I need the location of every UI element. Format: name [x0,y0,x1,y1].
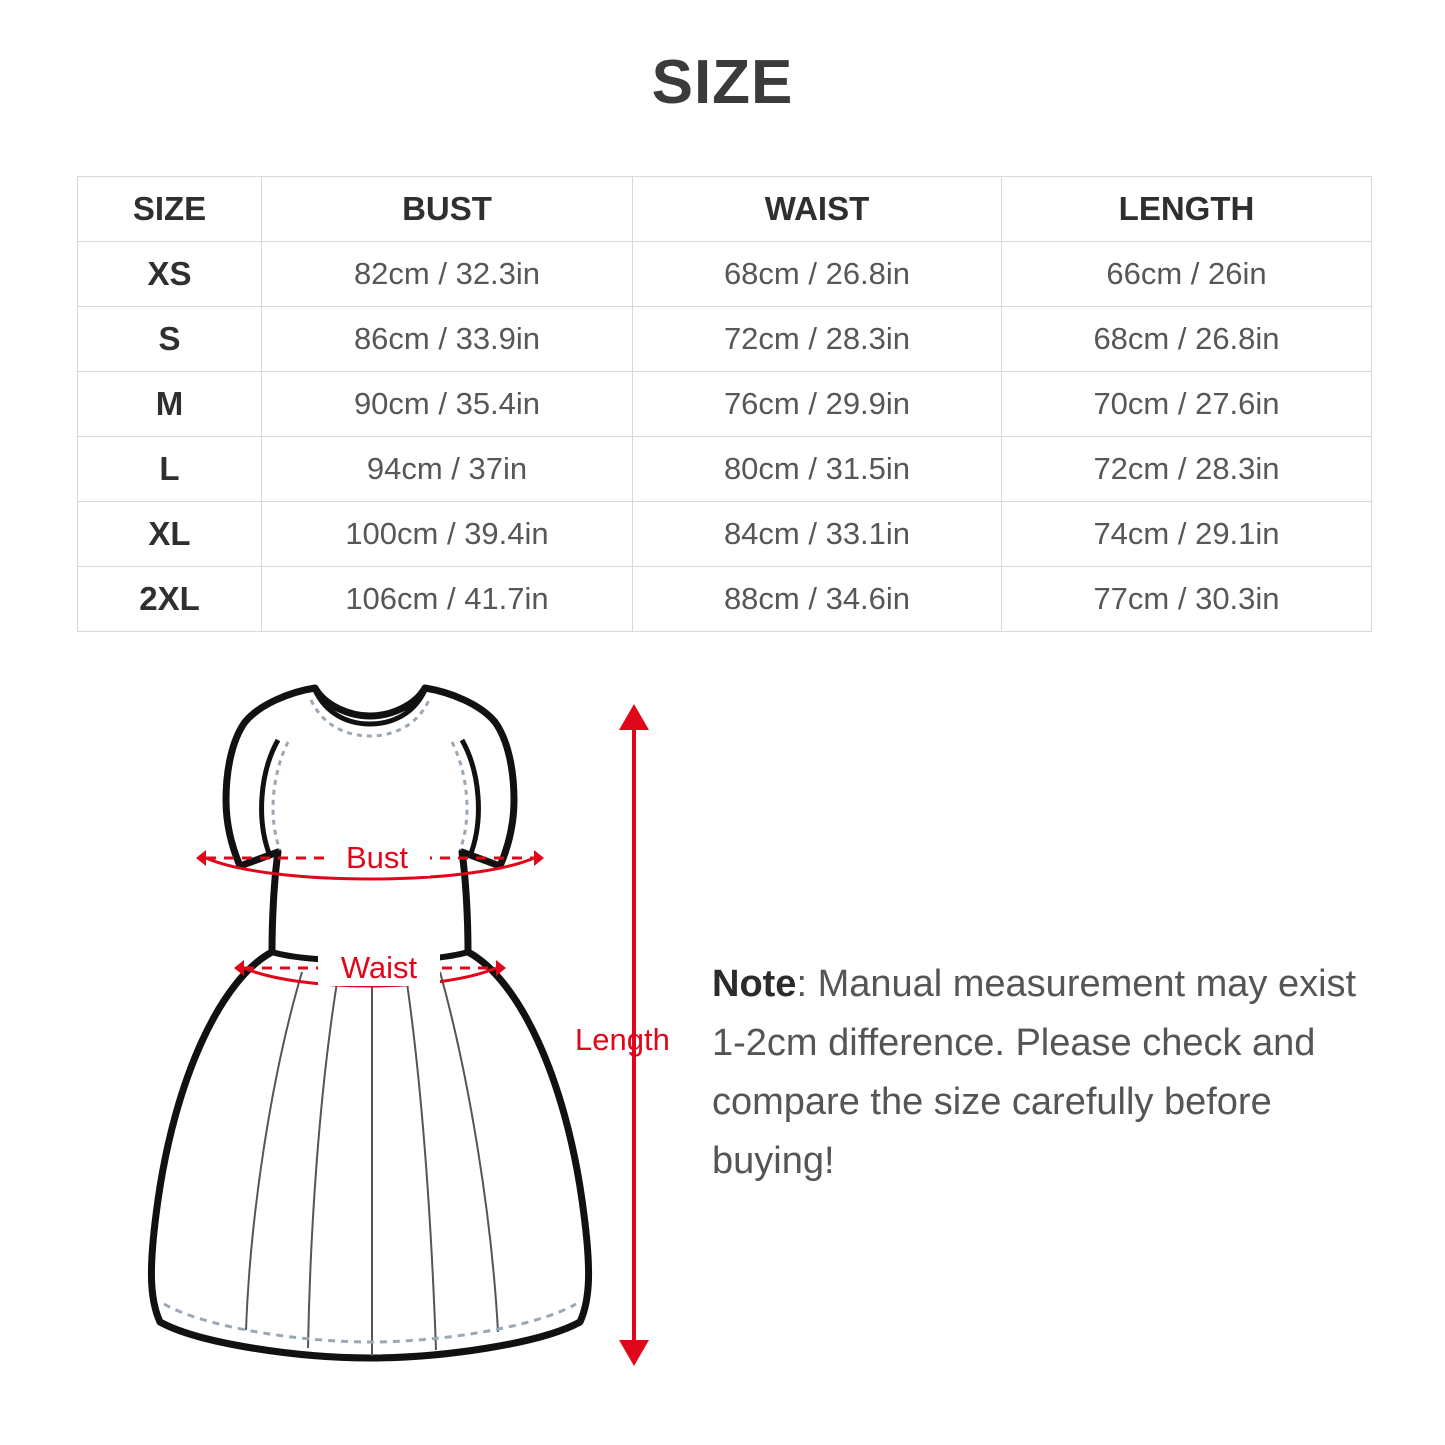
column-header-waist: WAIST [633,177,1002,242]
cell-length: 70cm / 27.6in [1002,372,1372,437]
cell-waist: 76cm / 29.9in [633,372,1002,437]
table-row [78,242,1372,307]
table-row [78,437,1372,502]
cell-size: L [78,437,262,502]
cell-bust: 100cm / 39.4in [262,502,633,567]
table-row [78,502,1372,567]
cell-waist: 80cm / 31.5in [633,437,1002,502]
dress-illustration [110,680,630,1380]
cell-bust: 94cm / 37in [262,437,633,502]
cell-bust: 86cm / 33.9in [262,307,633,372]
cell-waist: 84cm / 33.1in [633,502,1002,567]
waist-label: Waist [340,950,418,985]
cell-size: 2XL [78,567,262,632]
cell-bust: 90cm / 35.4in [262,372,633,437]
bust-label: Bust [345,840,409,875]
note-block [712,955,1372,1191]
cell-size: M [78,372,262,437]
table-header-row [78,177,1372,242]
cell-bust: 106cm / 41.7in [262,567,633,632]
cell-bust: 82cm / 32.3in [262,242,633,307]
note-label: Note [712,963,797,1005]
cell-length: 68cm / 26.8in [1002,307,1372,372]
cell-waist: 72cm / 28.3in [633,307,1002,372]
cell-length: 66cm / 26in [1002,242,1372,307]
column-header-bust: BUST [262,177,633,242]
length-label: Length [575,1022,670,1057]
cell-size: XS [78,242,262,307]
cell-waist: 88cm / 34.6in [633,567,1002,632]
note-text: : Manual measurement may exist 1-2cm difference. Please check and compare the size carefully before buying! [712,963,1357,1182]
cell-length: 77cm / 30.3in [1002,567,1372,632]
column-header-size: SIZE [78,177,262,242]
cell-size: S [78,307,262,372]
page-title: SIZE [651,48,794,117]
column-header-length: LENGTH [1002,177,1372,242]
cell-size: XL [78,502,262,567]
table-row [78,307,1372,372]
cell-length: 72cm / 28.3in [1002,437,1372,502]
table-row [78,567,1372,632]
cell-waist: 68cm / 26.8in [633,242,1002,307]
table-row [78,372,1372,437]
cell-length: 74cm / 29.1in [1002,502,1372,567]
size-table [77,176,1372,632]
